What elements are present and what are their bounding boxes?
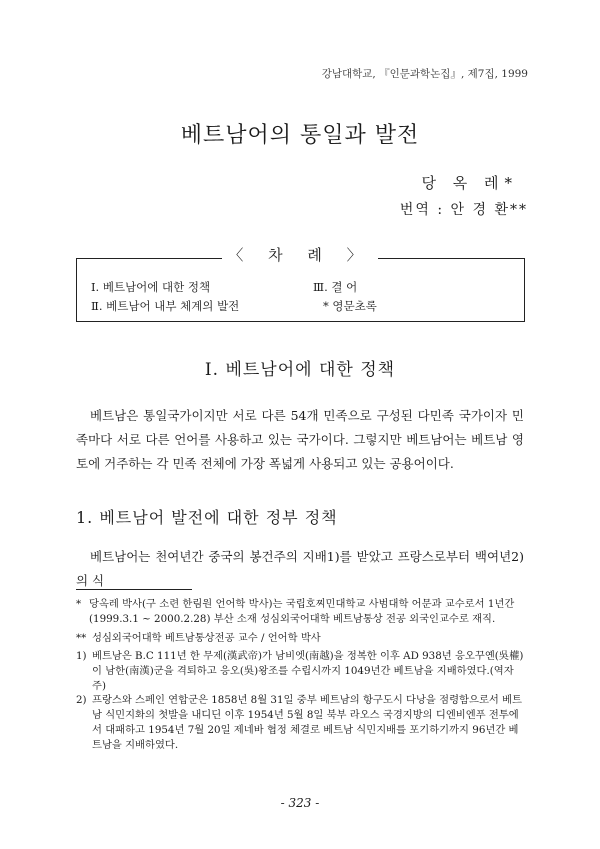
footnote	[76, 693, 524, 753]
footnote-marker: 1)	[76, 650, 87, 662]
subsection-heading: 1. 베트남어 발전에 대한 정부 정책	[76, 508, 338, 527]
footnote	[76, 649, 524, 694]
toc-item-3: Ⅲ. 결 어	[313, 280, 358, 294]
running-header: 강남대학교, 『인문과학논집』, 제7집, 1999	[321, 68, 528, 80]
footnote	[76, 631, 524, 646]
footnote-text: 베트남은 B.C 111년 한 무제(漢武帝)가 남비엣(南越)을 정복한 이후 AD 938년 응오꾸옌(吳權)이 남한(南漢)군을 격퇴하고 응오(吳)왕조를 수립시까지 1049년간 베트남을 지배하였다.(역자 주)	[92, 650, 524, 692]
author-name: 당 옥 레*	[421, 174, 518, 192]
footnote-text: 당옥레 박사(구 소련 한림원 언어학 박사)는 국립호찌민대학교 사범대학 어문과 교수로서 1년간(1999.3.1 ~ 2000.2.28) 부산 소재 성심외국어대학 베트남통상 전공 외국인교수로 재직.	[89, 598, 515, 625]
section-heading: Ⅰ. 베트남어에 대한 정책	[204, 360, 396, 380]
footnote	[76, 597, 524, 627]
footnote-divider	[76, 589, 192, 590]
toc-item-abstract: * 영문초록	[323, 299, 377, 313]
footnote-marker: 2)	[76, 694, 87, 706]
footnote-marker: *	[76, 598, 82, 610]
footnote-marker: **	[76, 632, 87, 644]
toc-heading-text: 〈 차 례 〉	[222, 244, 377, 265]
page-number: - 323 -	[280, 796, 320, 810]
footnote-text: 프랑스와 스페인 연합군은 1858년 8월 31일 중부 베트남의 항구도시 다낭을 점령함으로서 베트남 식민지화의 첫발을 내디딘 이후 1954년 5월 8일 북부 라오스 국경지방의 디엔비엔푸 전투에서 대패하고 1954년 7월 20일 제네바 협정 체결로 베트남 식민지배를 포기하기까지 96년간 베트남을 지배하였다.	[92, 694, 522, 751]
table-of-contents	[76, 258, 525, 322]
footnote-text: 성심외국어대학 베트남통상전공 교수 / 언어학 박사	[92, 632, 321, 644]
toc-item-2: Ⅱ. 베트남어 내부 체계의 발전	[91, 299, 240, 313]
translator-name: 번역 : 안 경 환**	[399, 202, 528, 218]
toc-heading	[0, 244, 600, 265]
body-paragraph: 베트남은 통일국가이지만 서로 다른 54개 민족으로 구성된 다민족 국가이자 민족마다 서로 다른 언어를 사용하고 있는 국가이다. 그렇지만 베트남어는 베트남 영토에 거주하는 각 민족 전체에 가장 폭넓게 사용되고 있는 공용어이다.	[76, 408, 524, 471]
body-paragraph: 베트남어는 천여년간 중국의 봉건주의 지배1)를 받았고 프랑스로부터 백여년2)의 식	[76, 549, 524, 588]
paper-title: 베트남어의 통일과 발전	[180, 123, 420, 148]
toc-item-1: Ⅰ. 베트남어에 대한 정책	[91, 280, 211, 294]
